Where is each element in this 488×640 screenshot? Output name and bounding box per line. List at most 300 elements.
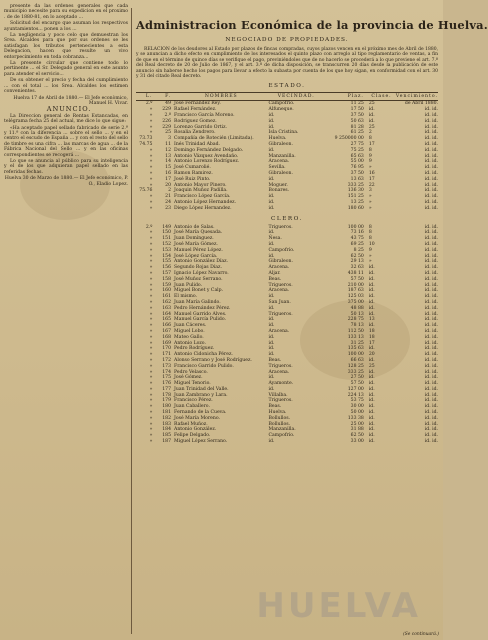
cell-vecindad: Campofrío. [268,247,295,253]
cell-clase: 22 [368,182,375,188]
cell-vencimiento: id. id. [424,130,438,136]
cell-vecindad: id. [268,147,275,153]
left-date-line: Huelva 17 de Abril de 1880.— El Jefe econòmico, Manuel H. Vivar. [13,95,128,106]
cell-vecindad: Campofrío. [268,433,295,439]
cell-vecindad: Campofrío. [268,101,295,107]
cell-clase: id. [368,265,375,271]
cell-folio: 150 [162,230,172,236]
cell-plazo: 50 13 [350,311,364,317]
cell-clase: » [368,165,372,171]
cell-plazo: 133 13 [347,334,364,340]
cell-lote: » [149,171,153,176]
cell-clase: 8 [368,224,372,230]
cell-folio: 151 [162,236,172,242]
cell-vencimiento: id. id. [424,153,438,159]
cell-plazo: 13 25 [350,199,364,205]
cell-clase: id. [368,386,375,392]
cell-lote: » [149,357,153,363]
intro-paragraph: RELACION de los deudores al Estado por plazos de fincas compradas, cuyos plazos vencen en el próximo mes de Abril de 1880, y se anuncian a dicho efecto en cumplimiento de los interesados el quinto plazo con arreglo al tipo reglamentario de ventas, a fin de que en el término de quince días se verifique el pago, previniéndoles que de no hacerlo se procederá a lo que previene el art. 7.º del Real decreto de 20 de Julio de 1867, y el art. 3.º de dicha disposición, se transcurren 20 días desde la publicación de este anuncio sin haberse hecho los pagos para llevar a efecto la subasta por cuenta de los que hoy sigan, en conformidad con el art. 30 y 31 del citado Real decreto. [136,47,438,80]
cell-vecindad: Aracena. [268,328,290,334]
cell-vecindad: Ayamonte. [268,381,294,387]
cell-vecindad: Alfuneque. [268,107,294,113]
cell-nombre: Francisco Pérez. [174,398,213,404]
cell-folio: 169 [162,340,172,346]
cell-clase: id. [368,311,375,317]
cell-vecindad: id. [268,340,275,346]
cell-lote: » [149,294,153,300]
cell-lote: 2.º [145,224,153,230]
cell-vecindad: Villalba. [268,392,288,398]
cell-folio: 187 [162,439,172,445]
cell-vencimiento: id. id. [424,427,438,433]
cell-clase: 2 [368,130,372,136]
cell-lote: » [149,176,153,182]
cell-lote: » [149,328,153,334]
cell-nombre: Juan María Galindo. [174,299,221,305]
cell-nombre: Francisco Garrido Pulido. [174,363,234,369]
cell-nombre: Ignacio López Navarro. [174,270,229,276]
cell-plazo: 31 25 [350,340,364,346]
cell-vecindad: Trigueros. [268,363,293,369]
cell-folio: 229 [162,124,172,130]
cell-lote: » [149,113,153,119]
cell-clase: » [368,194,372,200]
cell-plazo: 29 13 [350,259,364,265]
cell-folio: 24 [165,199,172,205]
cell-vencimiento: id. id. [424,194,438,200]
cell-clase: 9 [368,159,372,165]
cell-vecindad: Moguer. [268,182,288,188]
cell-folio: 14 [165,159,172,165]
cell-plazo: 69 25 [350,241,364,247]
anuncio-signature: Huelva 30 de Marzo de 1880.— El Jefe económico, P. O., Eladio Lopez. [4,176,128,187]
cell-lote: » [149,421,153,427]
cell-nombre: José López García. [174,253,218,259]
cell-clase: 18 [368,334,375,340]
cell-lote: » [149,352,153,358]
cell-nombre: Alonso Serrano y José Rodríguez. [174,357,252,363]
cell-lote: 2.º [145,101,153,107]
cell-vencimiento: id. id. [424,357,438,363]
cell-vencimiento: id. id. [424,311,438,317]
cell-lote: » [149,404,153,410]
cell-vencimiento: id. id. [424,253,438,259]
header-f: F. [154,93,174,101]
cell-clase: id. [368,346,375,352]
column-divider [131,8,132,634]
cell-vecindad: id. [268,205,275,211]
cell-vecindad: id. [268,334,275,340]
cell-folio: 179 [162,398,172,404]
cell-vecindad: Manzanilla. [268,427,296,433]
cell-plazo: 128 25 [347,363,364,369]
cell-folio: 156 [162,265,172,271]
cell-nombre: Juan Pulido. [174,282,203,288]
left-paragraph: La presente circular que contiene todo lo pertinente ... el Sr. Delegado general en este asunto para atender el servicio... [4,61,128,77]
cell-folio: 152 [162,241,172,247]
cell-vencimiento: de Abril 1880. [404,101,438,107]
cell-clase: 10 [368,241,375,247]
cell-plazo: 55 00 [350,159,364,165]
table-header-row [136,93,438,101]
cell-vencimiento: id. id. [424,317,438,323]
cell-nombre: José Muñoz Serrano. [174,276,223,282]
cell-vecindad: id. [268,386,275,392]
cell-plazo: 65 63 [350,153,364,159]
cell-clase: id. [368,439,375,445]
cell-lote: » [149,270,153,276]
cell-vencimiento: id. id. [424,381,438,387]
cell-nombre: Antonio Cidonicha Pérez. [174,352,233,358]
cell-folio: 15 [165,165,172,171]
cell-folio: 153 [162,247,172,253]
cell-lote: » [149,288,153,294]
page-title: Administracion Económica de la provincia de Huelva. [136,18,488,32]
cell-lote: » [149,247,153,253]
cell-lote: » [149,433,153,439]
cell-vencimiento: id. id. [424,305,438,311]
cell-clase: 13 [368,317,375,323]
cell-nombre: Juan Zambrano y Lara. [174,392,228,398]
cell-vecindad: San Juan. [268,299,291,305]
cell-clase: 8 [368,236,372,242]
cell-lote: » [149,439,153,445]
cell-vencimiento: id. id. [424,171,438,176]
cell-clase: id. [368,392,375,398]
cell-vencimiento: id. id. [424,415,438,421]
cell-lote: » [149,334,153,340]
cell-vencimiento: id. id. [424,176,438,182]
cell-vecindad: Beas. [268,276,282,282]
cell-folio: 180 [162,404,172,410]
header-l: L. [136,93,154,101]
cell-folio: 20 [165,182,172,188]
cell-vencimiento: id. id. [424,205,438,211]
cell-nombre: Antonio Lorenzo Rodríguez. [174,159,240,165]
cell-plazo: 133 38 [347,415,364,421]
cell-clase: 9 [368,247,372,253]
cell-nombre: José María Moreno. [174,415,220,421]
cell-vencimiento: id. id. [424,328,438,334]
cell-nombre: Manuel García Pulido. [174,317,226,323]
cell-plazo: 375 00 [347,299,364,305]
cell-vencimiento: id. id. [424,165,438,171]
cell-nombre: Ramon Ramirez. [174,171,213,176]
cell-folio: 25 [165,130,172,136]
cell-lote: » [149,205,153,211]
cell-nombre: Rosalia Zendrero. [174,130,216,136]
continuation-note: (Se continuará.) [403,632,439,637]
cell-folio: 177 [162,386,172,392]
cell-folio: 12 [165,147,172,153]
cell-vecindad: id. [268,346,275,352]
cell-folio: 2.º [164,113,172,119]
cell-vencimiento: id. id. [424,270,438,276]
cell-vecindad: Ñesa. [268,236,282,242]
cell-folio: 23 [165,205,172,211]
cell-clase: 20 [368,352,375,358]
cell-clase: id. [368,294,375,300]
cell-folio: 164 [162,311,172,317]
cell-clase: id. [368,299,375,305]
cell-folio: 16 [165,171,172,176]
cell-lote: » [149,276,153,282]
cell-plazo: 8 25 [353,247,364,253]
cell-vecindad: Sevilla. [268,165,286,171]
cell-plazo: 31 88 [350,427,364,433]
cell-nombre: Felipe Delgado. [174,433,211,439]
cell-plazo: 37 50 [350,171,364,176]
cell-nombre: Juan Cáceres. [174,323,207,329]
cell-lote: » [149,230,153,236]
cell-clase: id. [368,282,375,288]
cell-plazo: 13 63 [350,176,364,182]
cell-vecindad: id. [268,124,275,130]
cell-lote: » [149,236,153,242]
cell-vecindad: Bollullos. [268,415,291,421]
cell-plazo: 187 63 [347,288,364,294]
cell-lote: » [149,182,153,188]
cell-plazo: 33 00 [350,439,364,445]
cell-clase: 18 [368,328,375,334]
cell-lote: » [149,253,153,259]
cell-lote: » [149,241,153,247]
cell-vecindad: Huelva. [268,136,287,142]
cell-lote: » [149,199,153,205]
cell-clase: id. [368,118,375,124]
cell-plazo: 224 13 [347,392,364,398]
cell-lote: » [149,317,153,323]
cell-plazo: 75 25 [350,147,364,153]
cell-vencimiento: id. id. [424,147,438,153]
cell-lote: » [149,311,153,317]
cell-folio: 171 [162,352,172,358]
cell-folio: 17 [165,176,172,182]
cell-folio: 160 [162,288,172,294]
cell-folio: 163 [162,305,172,311]
clero-rows [136,225,438,445]
cell-clase: 8 [368,147,372,153]
cell-lote: 73.73 [139,136,153,142]
cell-lote: » [149,369,153,375]
estado-rows [136,101,438,212]
clero-heading: CLERO. [271,215,303,222]
cell-vencimiento: id. id. [424,392,438,398]
table-row [136,206,438,212]
cell-clase: 25 [368,101,375,107]
cell-vecindad: id. [268,352,275,358]
cell-vecindad: Gibraleon. [268,171,293,176]
cell-vencimiento: id. id. [424,299,438,305]
cell-folio: 168 [162,334,172,340]
cell-nombre: Miguel López Serrano. [174,439,228,445]
cell-folio: 158 [162,276,172,282]
cell-vecindad: Isla Cristina. [268,130,299,136]
cell-nombre: Inés Trinidad Abad. [174,142,220,148]
cell-plazo: 73 16 [350,230,364,236]
anuncio-paragraph: Lo que se anuncia al público para su inteligencia y el de los que adquieran papel sellado en las referidas fechas. [4,158,128,175]
cell-clase: » [368,205,372,211]
cell-plazo: 17 50 [350,107,364,113]
cell-plazo: 9 250000 00 [334,136,364,142]
cell-clase: id. [368,427,375,433]
cell-plazo: 228 75 [347,317,364,323]
cell-vecindad: id. [268,113,275,119]
cell-nombre: José Gómez. [174,375,203,381]
cell-plazo: 53 75 [350,398,364,404]
cell-lote: » [149,153,153,159]
cell-vencimiento: id. id. [424,224,438,230]
cell-vencimiento: id. id. [424,386,438,392]
watermark: HUELVA [256,586,421,626]
cell-lote: » [149,386,153,392]
header-plaz: Plaz. [324,93,369,101]
cell-lote: » [149,323,153,329]
cell-clase: 3 [368,188,372,194]
cell-vecindad: id. [268,194,275,200]
cell-vecindad: Beas. [268,357,282,363]
cell-vecindad: Trigueros. [268,311,293,317]
left-column [4,4,128,634]
cell-lote: » [149,415,153,421]
cell-lote: » [149,340,153,346]
cell-plazo: 57 50 [350,381,364,387]
cell-vecindad: id. [268,230,275,236]
cell-clase: 25 [368,124,375,130]
cell-clase: id. [368,369,375,375]
cell-folio: 162 [162,299,172,305]
cell-plazo: 50 00 [350,410,364,416]
cell-lote: » [149,398,153,404]
cell-vecindad: Aljar. [268,270,281,276]
cell-nombre: Juan Caballero. [174,404,210,410]
cell-clase: 9 [368,153,372,159]
cell-nombre: José Ruiz Pinto. [174,176,211,182]
cell-lote: 75.76 [139,188,153,194]
anuncio-heading: ANUNCIO. [46,105,92,114]
cell-vecindad: Trigueros. [268,398,293,404]
cell-clase: id. [368,276,375,282]
cell-clase: id. [368,421,375,427]
cell-folio: 174 [162,369,172,375]
cell-nombre: Miguel Lobo. [174,328,205,334]
cell-plazo: 30 00 [350,404,364,410]
cell-lote: 74.75 [139,142,153,148]
cell-nombre: Lorenzo Garrido Ortiz. [174,124,227,130]
cell-clase: 17 [368,340,375,346]
cell-folio: 157 [162,270,172,276]
cell-lote: » [149,165,153,171]
cell-nombre: Fernando de la Cueva. [174,410,227,416]
cell-folio: 170 [162,346,172,352]
cell-nombre: José María Gómez. [174,241,218,247]
cell-vencimiento: id. id. [424,136,438,142]
cell-vencimiento: id. id. [424,433,438,439]
cell-nombre: Miguel Tenorio. [174,381,211,387]
cell-lote: » [149,282,153,288]
cell-vencimiento: id. id. [424,188,438,194]
left-paragraph: La negligencia y poco celo que demuestran los Srea. Alcaldes para que por sus ordenes se les satisfagan los tributos pertenecientes a esta Delegacion, hacen que resulte un vivo entorpecimiento en toda cobranza... [4,33,128,60]
cell-folio: 176 [162,381,172,387]
cell-vencimiento: id. id. [424,363,438,369]
cell-vencimiento: id. id. [424,265,438,271]
cell-clase: id. [368,113,375,119]
cell-plazo: 62 50 [350,253,364,259]
cell-nombre: Manuel Pérez López. [174,247,223,253]
clero-table [136,225,438,445]
cell-lote: » [149,194,153,200]
cell-clase: » [368,253,372,259]
cell-vencimiento: id. id. [424,247,438,253]
cell-folio: 229 [162,107,172,113]
cell-lote: » [149,381,153,387]
cell-plazo: 27 75 [350,142,364,148]
cell-clase: id. [368,270,375,276]
cell-plazo: 48 88 [350,305,364,311]
cell-nombre: Joaquin Muñoz Padilla. [174,188,228,194]
cell-vencimiento: id. id. [424,182,438,188]
cell-clase: id. [368,410,375,416]
cell-vencimiento: id. id. [424,404,438,410]
cell-plazo: 136 30 [347,188,364,194]
cell-lote: » [149,427,153,433]
cell-plazo: 61 25 [350,130,364,136]
cell-vencimiento: id. id. [424,369,438,375]
cell-plazo: 438 11 [347,270,364,276]
cell-vencimiento: id. id. [424,439,438,445]
cell-clase: 8 [368,230,372,236]
cell-nombre: Antonio Mayor Pinero. [174,182,227,188]
anuncio-paragraph: La Direccion general de Rentas Estancadas, en telégrama fecha 25 del actual, me dice lo que sigue: [4,113,128,125]
cell-plazo: 11 25 [350,101,364,107]
cell-folio: 166 [162,323,172,329]
cell-vecindad: id. [268,294,275,300]
cell-plazo: 50 63 [350,118,364,124]
cell-vencimiento: id. id. [424,259,438,265]
cell-vecindad: Trigueros. [268,224,293,230]
cell-folio: 149 [162,224,172,230]
cell-vencimiento: id. id. [424,288,438,294]
cell-folio: 2 [168,188,172,194]
cell-folio: 182 [162,415,172,421]
cell-vecindad: id. [268,199,275,205]
cell-lote: » [149,107,153,113]
cell-folio: 185 [162,433,172,439]
cell-plazo: 32 63 [350,265,364,271]
cell-clase: 25 [368,363,375,369]
cell-clase: id. [368,415,375,421]
cell-nombre: Rodriguez Gomez. [174,118,217,124]
cell-vecindad: Manzanilla. [268,153,296,159]
cell-vencimiento: id. id. [424,375,438,381]
cell-nombre: José Fernández Rey. [174,101,221,107]
cell-lote: » [149,305,153,311]
cell-plazo: 57 50 [350,276,364,282]
cell-plazo: 66 63 [350,357,364,363]
cell-plazo: 151 25 [347,194,364,200]
cell-folio: 178 [162,392,172,398]
cell-lote: » [149,265,153,271]
cell-vecindad: Aracena. [268,265,290,271]
cell-folio: 184 [162,427,172,433]
cell-vencimiento: id. id. [424,142,438,148]
cell-vecindad: id. [268,323,275,329]
cell-lote: » [149,159,153,165]
header-nombres: NOMBRES [174,93,269,101]
cell-folio: 13 [165,153,172,159]
cell-vecindad: Aracena. [268,288,290,294]
cell-plazo: 100 00 [347,352,364,358]
